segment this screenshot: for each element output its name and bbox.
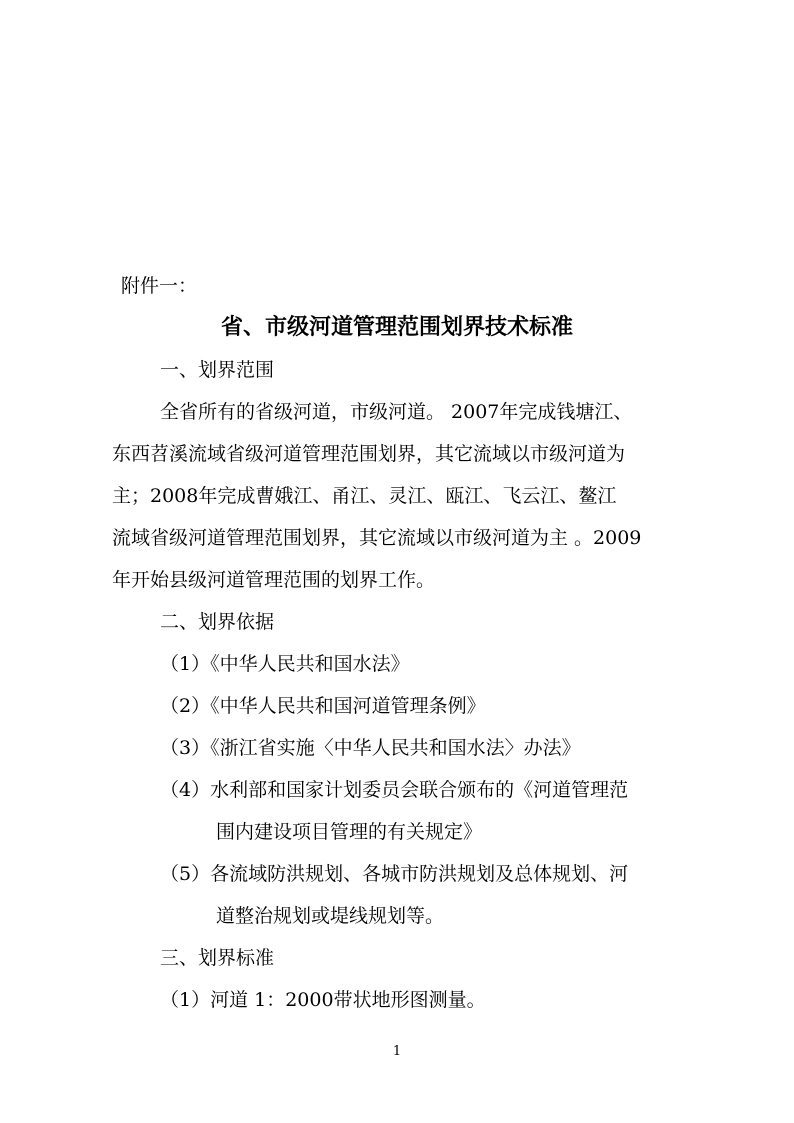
attachment-label: 附件一： bbox=[121, 275, 198, 297]
list-item: （1）河道 1：2000带状地形图测量。 bbox=[160, 989, 486, 1011]
list-item-continuation: 道整治规划或堤线规划等。 bbox=[216, 905, 445, 927]
paragraph-line: 年开始县级河道管理范围的划界工作。 bbox=[112, 569, 436, 591]
list-item: （5）各流域防洪规划、各城市防洪规划及总体规划、河 bbox=[160, 863, 629, 885]
section-heading: 三、划界标准 bbox=[160, 947, 275, 969]
list-item: （3）《浙江省实施〈中华人民共和国水法〉办法》 bbox=[160, 737, 581, 759]
list-item: （1）《中华人民共和国水法》 bbox=[160, 653, 410, 675]
paragraph-line: 东西苕溪流域省级河道管理范围划界，其它流域以市级河道为 bbox=[112, 443, 626, 465]
page-number: 1 bbox=[392, 1044, 402, 1059]
paragraph-line: 全省所有的省级河道，市级河道。 2007年完成钱塘江、 bbox=[160, 401, 633, 423]
section-heading: 二、划界依据 bbox=[160, 611, 275, 633]
list-item: （2）《中华人民共和国河道管理条例》 bbox=[160, 695, 486, 717]
list-item-continuation: 围内建设项目管理的有关规定》 bbox=[216, 821, 483, 843]
paragraph-line: 主；2008年完成曹娥江、甬江、灵江、瓯江、飞云江、鳌江 bbox=[112, 485, 617, 507]
document-title: 省、市级河道管理范围划界技术标准 bbox=[220, 314, 573, 340]
paragraph-line: 流域省级河道管理范围划界，其它流域以市级河道为主 。2009 bbox=[112, 527, 642, 549]
list-item: （4）水利部和国家计划委员会联合颁布的《河道管理范 bbox=[160, 779, 629, 801]
section-heading: 一、划界范围 bbox=[160, 359, 275, 381]
